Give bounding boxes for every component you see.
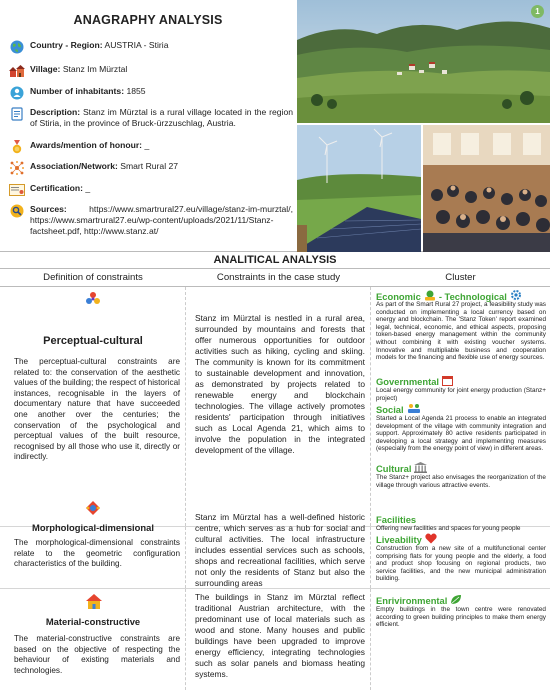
cluster-title: Cultural bbox=[376, 462, 427, 475]
solar-panel-photo bbox=[297, 125, 421, 252]
cluster-title: Economic - Technological bbox=[376, 289, 522, 303]
cluster-title: Enrivironmental bbox=[376, 594, 462, 607]
certification-row: Certification: _ bbox=[9, 183, 293, 197]
village-icon bbox=[9, 64, 25, 78]
case-study-text: Stanz im Mürztal is nestled in a rural area, surrounded by mountains and forests that offer numerous opportunities for outdoor activities such as hiking, cycling and skiing. The community is known for its commitment to sustainable development and innovation, as demonstrated by projects related to renewable energy and blockchain technologies. The village actively promotes residents' participation through initiatives such as Local Agenda 21, which aims to involve the population in the integrated development of the village. bbox=[195, 313, 365, 455]
cluster-text: Local energy community for joint energy production (Stanz+ project) bbox=[376, 387, 546, 402]
association-value: Smart Rural 27 bbox=[120, 161, 179, 171]
sources-value: https://www.smartrural27.eu/village/stanz-im-murztal/, https://www.smartrural27.eu/wp-content/uploads/2021/11/Stanz-factsheet.pdf, http://www.stanz.at/ bbox=[30, 204, 293, 236]
definition-text: The material-constructive constraints are based on the objective of respecting the behaviour of existing materials and technologies. bbox=[14, 634, 180, 675]
country-value: AUSTRIA - Stiria bbox=[104, 40, 169, 50]
certification-value: _ bbox=[85, 183, 91, 193]
column-header-cluster: Cluster bbox=[445, 272, 476, 283]
photo-collage bbox=[297, 0, 550, 252]
cluster-title: Facilities bbox=[376, 514, 417, 525]
description-row: Description: Stanz im Mürztal is a rural village located in the region of Stiria, in the province of Bruck-ürzzuschlag, Austria. bbox=[9, 107, 293, 129]
row-title: Material-constructive bbox=[45, 616, 141, 627]
house-icon bbox=[85, 593, 103, 615]
inhabitants-value: 1855 bbox=[126, 86, 146, 96]
table-header bbox=[0, 269, 550, 287]
network-icon bbox=[9, 161, 25, 175]
table-row bbox=[0, 512, 550, 589]
cluster-text: Offering new facilities and spaces for young people bbox=[376, 525, 521, 532]
village-row: Village: Stanz Im Mürztal bbox=[9, 64, 293, 78]
landscape-photo bbox=[297, 0, 550, 123]
association-row: Association/Network: Smart Rural 27 bbox=[9, 161, 293, 175]
village-value: Stanz Im Mürztal bbox=[62, 64, 128, 74]
perceptual-cultural-icon bbox=[85, 291, 101, 312]
globe-icon bbox=[9, 40, 25, 54]
table-row bbox=[0, 589, 550, 690]
case-study-text: Stanz im Mürztal has a well-defined historic centre, which serves as a hub for social and cultural activities. The local infrastructure includes essential services such as schools, shops and recreational facilities, which serve not only the residents of Stanz but also the surrounding areas bbox=[195, 512, 365, 588]
cluster-text: Construction from a new site of a multifunctional center comprising flats for young people and the elderly, a food and product shop focusing on regional products, two service facilities, and the new municipal administration building. bbox=[376, 545, 546, 583]
case-study-text: The buildings in Stanz im Mürztal reflect traditional Austrian architecture, with the predominant use of local materials such as wood and stone. Many houses and public buildings have been upgraded to improve energy efficiency, integrating technologies such as solar panels and biomass heating systems. bbox=[195, 592, 365, 679]
row-title: Morphological-dimensional bbox=[32, 522, 154, 533]
cluster-text: The Stanz+ project also envisages the reorganization of the village through various attractive events. bbox=[376, 474, 546, 489]
awards-value: _ bbox=[144, 140, 150, 150]
sources-row: Sources: https://www.smartrural27.eu/village/stanz-im-murztal/, https://www.smartrural27.eu/wp-content/uploads/2021/11/Stanz-factsheet.pdf, http://www.stanz.at/ bbox=[9, 204, 293, 237]
cluster-title: Social bbox=[376, 403, 421, 416]
definition-text: The morphological-dimensional constraints relate to the geometric configuration characteristics of the building. bbox=[14, 538, 180, 569]
column-header-definition: Definition of constraints bbox=[43, 272, 143, 283]
inhabitants-row: Number of inhabitants: 1855 bbox=[9, 86, 293, 100]
cluster-title: Liveability bbox=[376, 533, 437, 546]
table-row bbox=[0, 287, 550, 527]
search-icon bbox=[9, 204, 25, 218]
anagraphy-section bbox=[0, 0, 550, 252]
country-row: Country - Region: AUSTRIA - Stiria bbox=[9, 40, 293, 54]
meeting-photo bbox=[423, 125, 550, 252]
medal-icon bbox=[9, 140, 25, 154]
cluster-title: Governmental bbox=[376, 375, 453, 388]
cluster-text: Started a Local Agenda 21 process to enable an integrated development of the village with community integration and support. Approximately 80 active residents participated in developing a local strategy and implementing measures (especially from the energy point of view) in different areas. bbox=[376, 415, 546, 453]
row-title: Perceptual-cultural bbox=[43, 335, 143, 347]
morphological-icon bbox=[85, 500, 101, 521]
document-icon bbox=[9, 107, 25, 121]
cluster-text: As part of the Smart Rural 27 project, a feasibility study was conducted on implementing a local currency based on energy and blockchain. The 'Stanz Token' report examined legal, technical, economic, and ethical aspects, proposing token-based energy management within the community without combining it with existing voucher systems. Innovative and multipliable business and cooperation models for the financing and flexible use of energy sources. bbox=[376, 301, 546, 362]
certificate-icon bbox=[9, 183, 25, 197]
description-value: Stanz im Mürztal is a rural village located in the region of Stiria, in the province of Bruck-ürzzuschlag, Austria. bbox=[30, 107, 293, 128]
page-title: ANAGRAPHY ANALYSIS bbox=[73, 13, 223, 27]
anagraphy-panel bbox=[0, 0, 296, 252]
column-header-case-study: Constraints in the case study bbox=[216, 272, 341, 283]
photo-number-badge: 1 bbox=[531, 5, 544, 18]
cluster-text: Empty buildings in the town centre were renovated according to green building principles to make them energy efficient. bbox=[376, 606, 546, 629]
awards-row: Awards/mention of honour: _ bbox=[9, 140, 293, 154]
definition-text: The perceptual-cultural constraints are related to: the conservation of the aesthetic values of the building; the respect of historical instances, recognisable in the layers of documentary nature that have succeeded one another over the centuries; the conservation of the psychological and perceptual values of the built resource, recognised by all those who use it, directly or indirectly. bbox=[14, 357, 180, 462]
analytical-title: ANALITICAL ANALYSIS bbox=[0, 252, 550, 269]
people-icon bbox=[9, 86, 25, 100]
